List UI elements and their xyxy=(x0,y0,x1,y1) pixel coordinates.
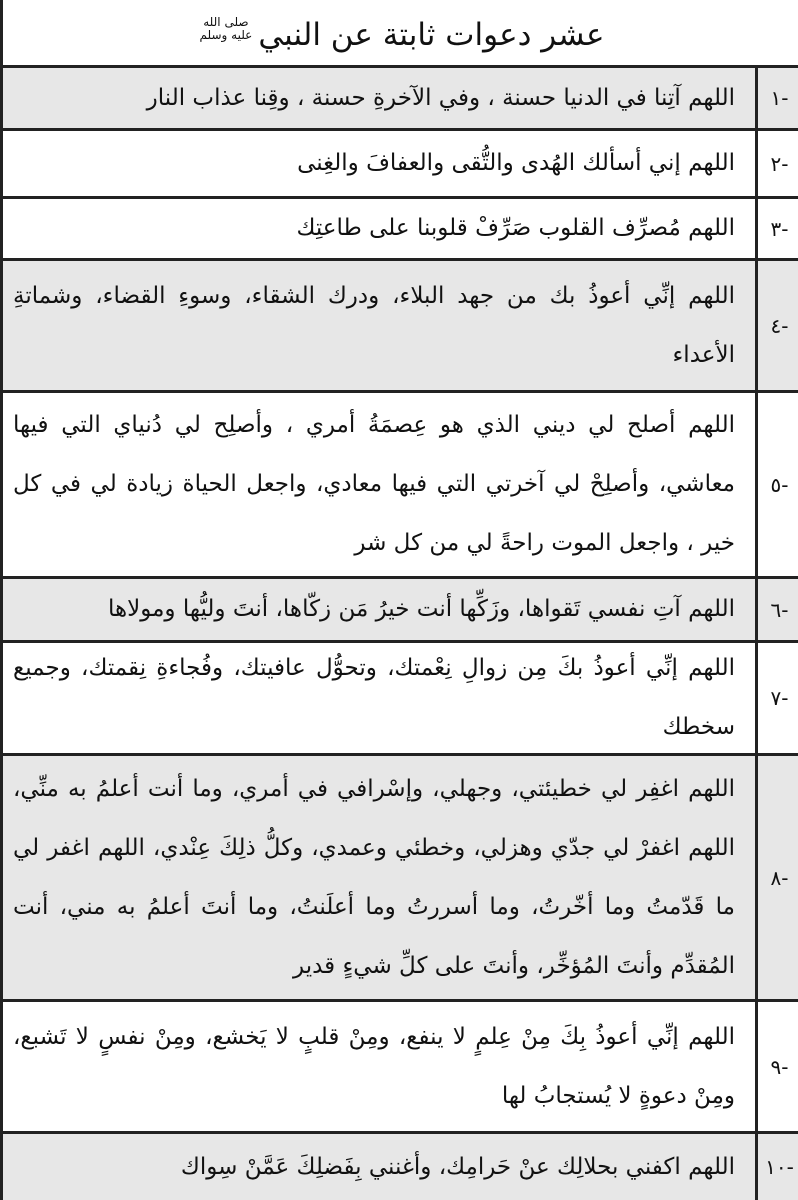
dua-row-8 xyxy=(3,756,798,1002)
dua-number: -٥ xyxy=(755,393,798,576)
dua-text-cell xyxy=(3,579,755,640)
dua-text: اللهم اغفِر لي خطيئتي، وجهلي، وإسْرافي في أمري، وما أنت أعلمُ به منِّي، اللهم اغفرْ لي جدّي وهزلي، وخطئي وعمدي، وكلُّ ذلِكَ عِنْدي، اللهم اغفر لي ما قَدّمتُ وما أخّرتُ، وما أسررتُ وما أعلَنتُ، وما أنتَ أعلمُ به مني، أنت المُقدِّم وأنتَ المُؤخِّر، وأنتَ على كلِّ شيءٍ قدير xyxy=(13,775,735,979)
dua-number: -١٠ xyxy=(755,1134,798,1200)
title-honorific xyxy=(200,16,253,41)
dua-number: -٦ xyxy=(755,579,798,640)
dua-row-6 xyxy=(3,579,798,643)
dua-text-cell xyxy=(3,1002,755,1131)
dua-text-cell xyxy=(3,261,755,390)
dua-text-cell xyxy=(3,1134,755,1200)
dua-text-cell xyxy=(3,643,755,753)
dua-text: اللهم أصلح لي ديني الذي هو عِصمَةُ أمري ، وأصلِح لي دُنياي التي فيها معاشي، وأصلِحْ لي آخرتي التي فيها معادي، واجعل الحياة زيادة لي في كل خير ، واجعل الموت راحةً لي من كل شر xyxy=(13,412,735,556)
dua-text: اللهم مُصرِّف القلوب صَرِّفْ قلوبنا على طاعتِك xyxy=(296,215,735,241)
dua-number: -٨ xyxy=(755,756,798,999)
title-row xyxy=(3,0,798,68)
dua-text: اللهم إنِّي أعوذُ بكَ مِن زوالِ نِعْمتك، وتحوُّل عافيتك، وفُجاءةِ نِقمتك، وجميع سخطك xyxy=(13,655,735,740)
dua-row-4 xyxy=(3,261,798,393)
dua-text: اللهم آتِ نفسي تَقواها، وزَكِّها أنت خيرُ مَن زكّاها، أنتَ وليُّها ومولاها xyxy=(107,596,735,622)
dua-row-2 xyxy=(3,131,798,199)
honorific-bottom: عليه وسلم xyxy=(199,27,253,42)
dua-number: -٣ xyxy=(755,199,798,258)
dua-number: -٢ xyxy=(755,131,798,196)
dua-text-cell xyxy=(3,68,755,128)
dua-row-7 xyxy=(3,643,798,756)
dua-row-3 xyxy=(3,199,798,261)
dua-text: اللهم آتِنا في الدنيا حسنة ، وفي الآخرةِ حسنة ، وقِنا عذاب النار xyxy=(146,84,735,111)
dua-text-cell xyxy=(3,131,755,196)
dua-text: اللهم إني أسألك الهُدى والتُّقى والعفافَ والغِنى xyxy=(297,150,735,176)
dua-text-cell xyxy=(3,199,755,258)
dua-row-5 xyxy=(3,393,798,579)
dua-text-cell xyxy=(3,393,755,576)
dua-number: -٧ xyxy=(755,643,798,753)
dua-row-1 xyxy=(3,68,798,131)
dua-row-9 xyxy=(3,1002,798,1134)
dua-text-cell xyxy=(3,756,755,999)
dua-number: -٩ xyxy=(755,1002,798,1131)
dua-number: -١ xyxy=(755,68,798,128)
dua-text: اللهم إنِّي أعوذُ بِكَ مِنْ عِلمٍ لا ينفع، ومِنْ قلبٍ لا يَخشع، ومِنْ نفسٍ لا تَشبع، ومِنْ دعوةٍ لا يُستجابُ لها xyxy=(13,1023,735,1109)
dua-text: اللهم اكفني بحلالِك عنْ حَرامِك، وأغنني بِفَضلِكَ عَمَّنْ سِواك xyxy=(180,1153,735,1180)
dua-number: -٤ xyxy=(755,261,798,390)
dua-row-10 xyxy=(3,1134,798,1200)
dua-text: اللهم إنِّي أعوذُ بك من جهد البلاء، ودرك الشقاء، وسوءِ القضاء، وشماتةِ الأعداء xyxy=(13,282,735,368)
honorific-top: صلى الله xyxy=(203,14,249,29)
page-title: عشر دعوات ثابتة عن النبي xyxy=(258,17,605,53)
